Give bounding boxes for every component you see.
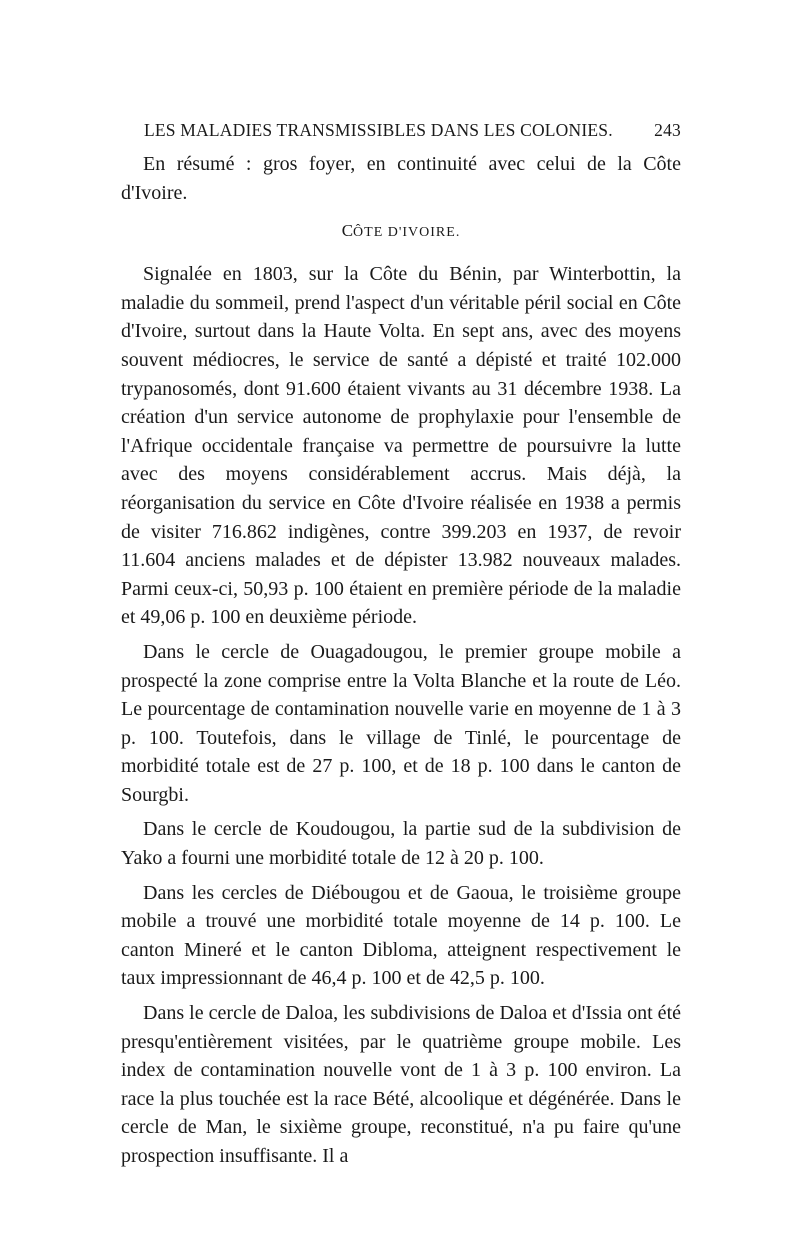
paragraph-4: Dans les cercles de Diébougou et de Gaoua, le troisième groupe mobile a trouvé une morbidité totale moyenne de 14 p. 100. Le canton Mineré et le canton Dibloma, atteignent respectivement le taux impressionnant de 46,4 p. 100 et de 42,5 p. 100.: [121, 881, 681, 990]
paragraph-2: Dans le cercle de Ouagadougou, le premier groupe mobile a prospecté la zone comprise entre la Volta Blanche et la route de Léo. Le pourcentage de contamination nouvelle varie en moyenne de 1 à 3 p. 100. Toutefois, dans le village de Tinlé, le pourcentage de morbidité totale est de 27 p. 100, et de 18 p. 100 dans le canton de Sourgbi.: [121, 640, 681, 806]
paragraph-1: Signalée en 1803, sur la Côte du Bénin, par Winterbottin, la maladie du sommeil, prend l'aspect d'un véritable péril social en Côte d'Ivoire, surtout dans la Haute Volta. En sept ans, avec des moyens souvent médiocres, le service de santé a dépisté et traité 102.000 trypanosomés, dont 91.600 étaient vivants au 31 décembre 1938. La création d'un service autonome de prophylaxie pour l'ensemble de l'Afrique occidentale française va permettre de poursuivre la lutte avec des moyens considérablement accrus. Mais déjà, la réorganisation du service en Côte d'Ivoire réalisée en 1938 a permis de visiter 716.862 indigènes, contre 399.203 en 1937, de revoir 11.604 anciens malades et de dépister 13.982 nouveaux malades. Parmi ceux-ci, 50,93 p. 100 étaient en première période de la maladie et 49,06 p. 100 en deuxième période.: [121, 263, 681, 629]
page-number: 243: [654, 120, 681, 140]
intro-paragraph: En résumé : gros foyer, en continuité avec celui de la Côte d'Ivoire.: [121, 153, 681, 204]
section-title: [121, 220, 681, 244]
page: [121, 118, 681, 1171]
section-title-initial: C: [341, 221, 354, 241]
running-head: [121, 118, 681, 150]
section-title-rest: ÔTE D'IVOIRE.: [353, 225, 461, 241]
running-title: LES MALADIES TRANSMISSIBLES DANS LES COLONIES.: [144, 120, 613, 140]
paragraph-5: Dans le cercle de Daloa, les subdivisions de Daloa et d'Issia ont été presqu'entièrement visitées, par le quatrième groupe mobile. Les index de contamination nouvelle vont de 1 à 3 p. 100 environ. La race la plus touchée est la race Bété, alcoolique et dégénérée. Dans le cercle de Man, le sixième groupe, reconstitué, n'a pu faire qu'une prospection insuffisante. Il a: [121, 1002, 681, 1167]
paragraph-3: Dans le cercle de Koudougou, la partie sud de la subdivision de Yako a fourni une morbidité totale de 12 à 20 p. 100.: [121, 818, 681, 870]
